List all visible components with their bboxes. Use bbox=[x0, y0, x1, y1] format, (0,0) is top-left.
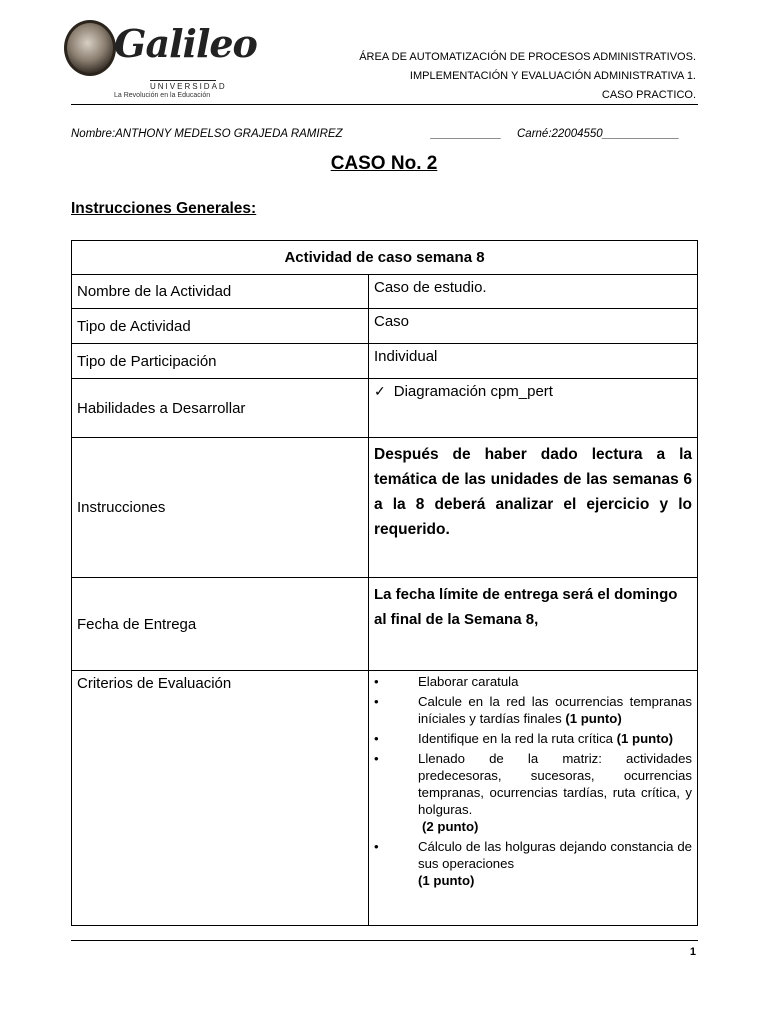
bullet-icon: • bbox=[374, 839, 379, 854]
due-date-text bbox=[374, 582, 692, 632]
header-divider bbox=[71, 104, 698, 105]
bullet-icon: • bbox=[374, 751, 379, 766]
table-header-row bbox=[72, 241, 698, 275]
university-logo bbox=[64, 20, 257, 99]
criteria-points: (2 punto) bbox=[422, 819, 479, 834]
table-row bbox=[72, 275, 698, 309]
logo-subtitle: UNIVERSIDAD bbox=[150, 82, 227, 91]
row-value-participation: Individual bbox=[369, 344, 698, 379]
row-value-instructions bbox=[369, 438, 698, 578]
criteria-list bbox=[374, 673, 692, 889]
criteria-points: (1 punto) bbox=[616, 731, 674, 746]
checkmark-icon: ✓ bbox=[374, 383, 386, 399]
due-date-prefix: La fecha límite de entrega será el domingo al final de la bbox=[374, 586, 678, 628]
page-header bbox=[0, 0, 768, 110]
row-label-activity-name: Nombre de la Actividad bbox=[72, 275, 369, 309]
row-value-due-date bbox=[369, 578, 698, 671]
row-label-participation: Tipo de Participación bbox=[72, 344, 369, 379]
student-name: Nombre:ANTHONY MEDELSO GRAJEDA RAMIREZ bbox=[71, 128, 343, 140]
galileo-portrait-icon bbox=[64, 20, 116, 76]
table-row bbox=[72, 438, 698, 578]
criteria-text: Elaborar caratula bbox=[418, 674, 519, 689]
row-label-activity-type: Tipo de Actividad bbox=[72, 309, 369, 344]
student-blank: ___________ bbox=[431, 128, 502, 140]
activity-table bbox=[71, 240, 698, 926]
student-info bbox=[71, 128, 698, 144]
table-row bbox=[72, 578, 698, 671]
bullet-icon: • bbox=[374, 731, 379, 746]
table-header: Actividad de caso semana 8 bbox=[72, 241, 698, 275]
student-carne: Carné:22004550____________ bbox=[517, 128, 680, 140]
list-item bbox=[374, 730, 692, 747]
criteria-text: Llenado de la matriz: actividades predecesoras, sucesoras, ocurrencias tempranas, ocurrencias tardías, ruta crítica, y holguras. bbox=[418, 751, 692, 817]
row-label-criteria: Criterios de Evaluación bbox=[72, 671, 369, 926]
table-row bbox=[72, 379, 698, 438]
case-title: CASO No. 2 bbox=[330, 153, 438, 174]
due-date-week: Semana 8, bbox=[464, 611, 539, 628]
header-area: ÁREA DE AUTOMATIZACIÓN DE PROCESOS ADMINISTRATIVOS. bbox=[359, 51, 696, 63]
header-type: CASO PRACTICO. bbox=[601, 89, 696, 101]
list-item bbox=[374, 750, 692, 835]
list-item bbox=[374, 693, 692, 727]
header-course: IMPLEMENTACIÓN Y EVALUACIÓN ADMINISTRATIVA 1. bbox=[409, 70, 696, 82]
table-row bbox=[72, 671, 698, 926]
instructions-text: Después de haber dado lectura a la temática de las unidades de las semanas 6 a la 8 deberá analizar el ejercicio y lo requerido. bbox=[374, 446, 692, 538]
list-item bbox=[374, 838, 692, 889]
criteria-text: Cálculo de las holguras dejando constancia de sus operaciones bbox=[418, 839, 692, 871]
row-value-activity-type: Caso bbox=[369, 309, 698, 344]
criteria-points: (1 punto) bbox=[565, 711, 622, 726]
row-value-criteria bbox=[369, 671, 698, 926]
criteria-text: Identifique en la red la ruta crítica bbox=[418, 731, 617, 746]
row-label-skills: Habilidades a Desarrollar bbox=[72, 379, 369, 438]
row-label-instructions: Instrucciones bbox=[72, 438, 369, 578]
table-row bbox=[72, 309, 698, 344]
row-value-activity-name: Caso de estudio. bbox=[369, 275, 698, 309]
table-row bbox=[72, 344, 698, 379]
instructions-heading: Instrucciones Generales: bbox=[71, 200, 257, 217]
criteria-text: Calcule en la red las ocurrencias tempranas iníciales y tardías finales bbox=[418, 694, 692, 726]
logo-name: Galileo bbox=[114, 21, 257, 66]
row-value-skills bbox=[369, 379, 698, 438]
list-item bbox=[374, 673, 692, 690]
logo-tagline: La Revolución en la Educación bbox=[114, 92, 211, 99]
bullet-icon: • bbox=[374, 674, 379, 689]
skills-text: Diagramación cpm_pert bbox=[393, 383, 553, 400]
page-number: 1 bbox=[689, 946, 696, 958]
header-course-info bbox=[359, 48, 696, 105]
footer-divider bbox=[71, 940, 698, 941]
row-label-due-date: Fecha de Entrega bbox=[72, 578, 369, 671]
bullet-icon: • bbox=[374, 694, 379, 709]
criteria-points: (1 punto) bbox=[418, 873, 475, 888]
